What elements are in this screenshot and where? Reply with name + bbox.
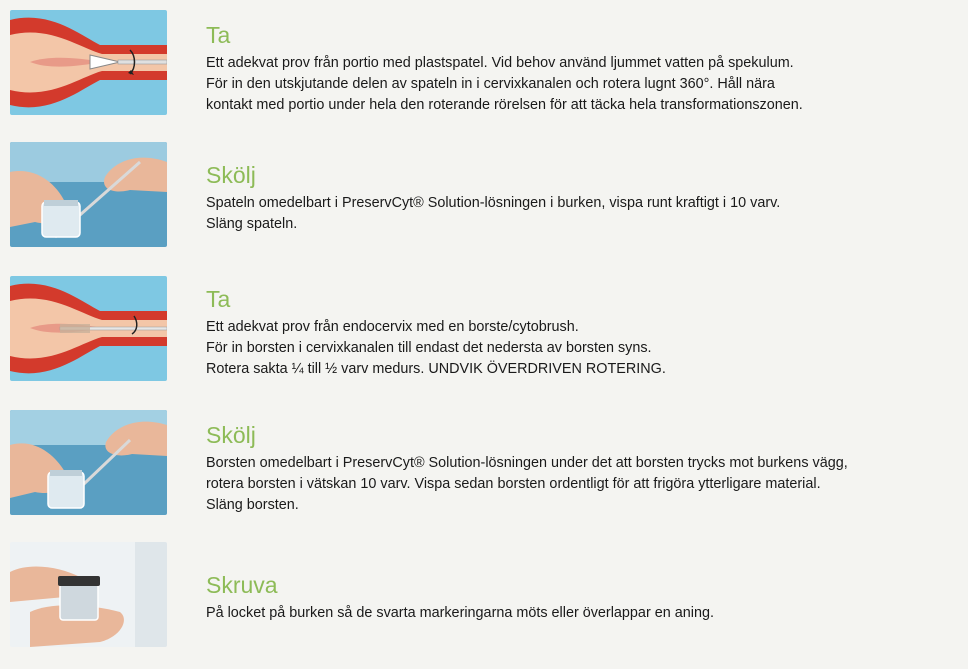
brush-in-cervix-illustration: [10, 276, 167, 381]
step-text-line: rotera borsten i vätskan 10 varv. Vispa sedan borsten ordentligt för att frigöra ytterligare material.: [206, 476, 821, 492]
step-text-line: På locket på burken så de svarta markeringarna möts eller överlappar en aning.: [206, 605, 714, 621]
step-heading: Skölj: [206, 162, 256, 188]
step-text-line: För in den utskjutande delen av spateln in i cervixkanalen och rotera lugnt 360°. Håll nära: [206, 76, 775, 92]
step-text-line: Borsten omedelbart i PreservCyt® Solution-lösningen under det att borsten trycks mot burkens vägg,: [206, 455, 848, 471]
spatula-in-cervix-illustration: [10, 10, 167, 115]
step-text-line: För in borsten i cervixkanalen till endast det nedersta av borsten syns.: [206, 340, 652, 356]
step-text-line: Släng spateln.: [206, 216, 298, 232]
hands-rinsing-brush-photo: [10, 410, 167, 515]
step-heading: Skruva: [206, 572, 278, 598]
step-heading: Skölj: [206, 422, 256, 448]
step-heading: Ta: [206, 286, 231, 312]
hands-rinsing-spatula-photo: [10, 142, 167, 247]
step-text-line: Släng borsten.: [206, 497, 299, 513]
step-heading: Ta: [206, 22, 231, 48]
step-text-line: Spateln omedelbart i PreservCyt® Solution-lösningen i burken, vispa runt kraftigt i 10 varv.: [206, 195, 781, 211]
step-text-line: kontakt med portio under hela den roterande rörelsen för att täcka hela transformationszonen.: [206, 97, 803, 113]
step-text-line: Ett adekvat prov från portio med plastspatel. Vid behov använd ljummet vatten på spekulum.: [206, 55, 794, 71]
step-text-line: Ett adekvat prov från endocervix med en borste/cytobrush.: [206, 319, 579, 335]
step-text-line: Rotera sakta ¼ till ½ varv medurs. UNDVIK ÖVERDRIVEN ROTERING.: [206, 361, 666, 377]
hands-screwing-cap-photo: [10, 542, 167, 647]
